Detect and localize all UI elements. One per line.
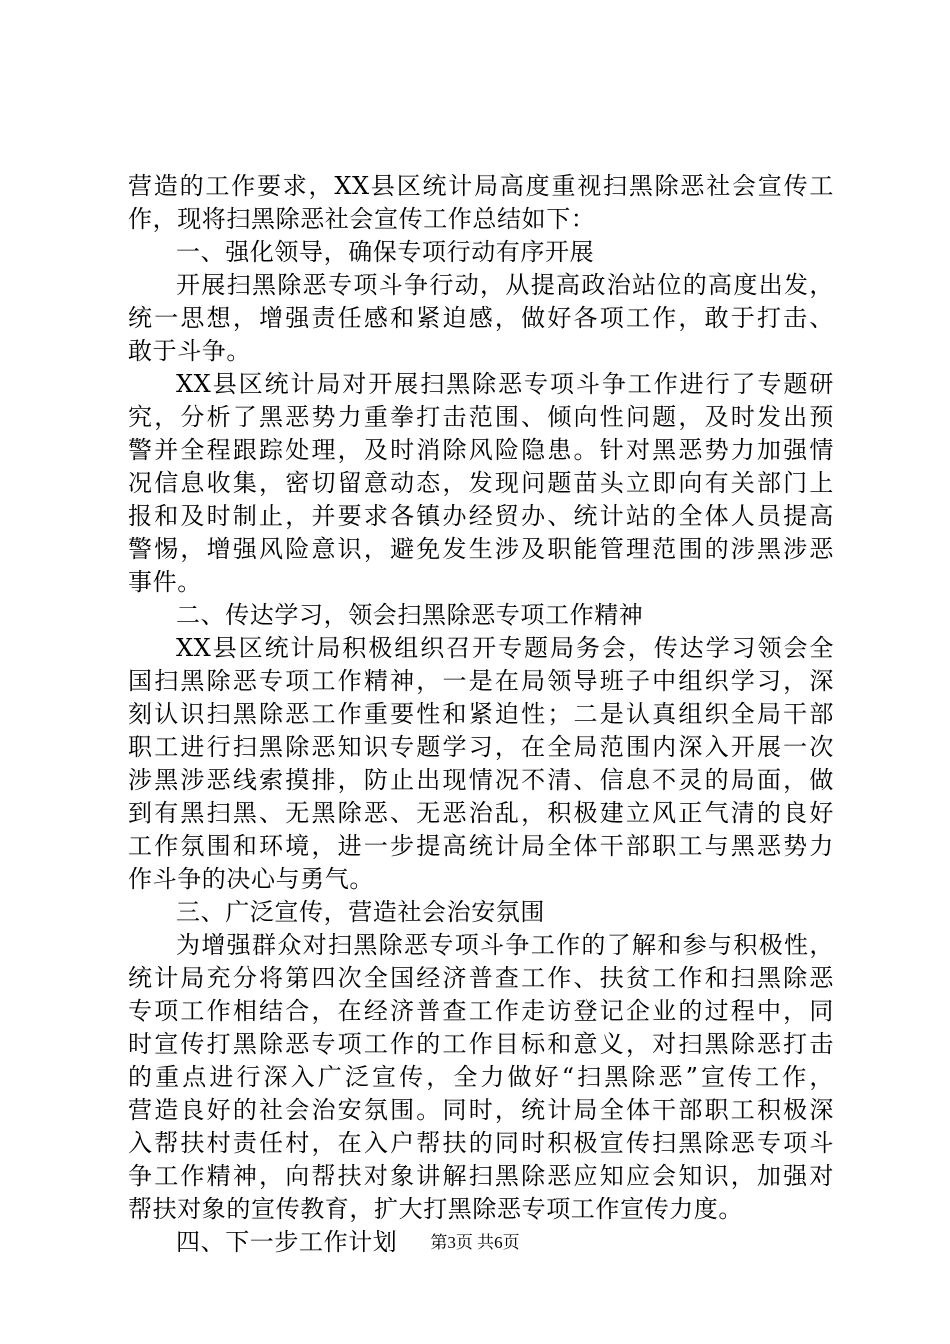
paragraph-line: 刻认识扫黑除恶工作重要性和紧迫性；二是认真组织全局干部 (128, 700, 834, 728)
paragraph-line: 专项工作相结合，在经济普查工作走访登记企业的过程中，同 (128, 997, 834, 1025)
document-body (128, 170, 834, 1259)
paragraph-line: 作，现将扫黑除恶社会宣传工作总结如下： (128, 205, 596, 233)
paragraph-line: 警并全程跟踪处理，及时消除风险隐患。针对黑恶势力加强情 (128, 436, 834, 464)
page-number-footer: 第3页 共6页 (430, 1233, 520, 1252)
paragraph-line: 开展扫黑除恶专项斗争行动，从提高政治站位的高度出发， (176, 271, 834, 299)
paragraph-line: 敢于斗争。 (128, 337, 251, 365)
paragraph-line: 的重点进行深入广泛宣传，全力做好“扫黑除恶”宣传工作， (128, 1063, 834, 1091)
paragraph-line: 工作氛围和环境，进一步提高统计局全体干部职工与黑恶势力 (128, 832, 834, 860)
paragraph-line: 为增强群众对扫黑除恶专项斗争工作的了解和参与积极性， (176, 931, 834, 959)
paragraph-line: 国扫黑除恶专项工作精神，一是在局领导班子中组织学习，深 (128, 667, 834, 695)
paragraph-line: 究，分析了黑恶势力重拳打击范围、倾向性问题，及时发出预 (128, 403, 834, 431)
paragraph-line: 二、传达学习，领会扫黑除恶专项工作精神 (176, 601, 644, 629)
paragraph-line: 到有黑扫黑、无黑除恶、无恶治乱，积极建立风正气清的良好 (128, 799, 834, 827)
paragraph-line: 营造良好的社会治安氛围。同时，统计局全体干部职工积极深 (128, 1096, 834, 1124)
paragraph-line: 涉黑涉恶线索摸排，防止出现情况不清、信息不灵的局面，做 (128, 766, 834, 794)
paragraph-line: 作斗争的决心与勇气。 (128, 865, 374, 893)
paragraph-line: XX县区统计局积极组织召开专题局务会，传达学习领会全 (176, 634, 834, 662)
paragraph-line: 争工作精神，向帮扶对象讲解扫黑除恶应知应会知识，加强对 (128, 1162, 834, 1190)
paragraph-line: 统一思想，增强责任感和紧迫感，做好各项工作，敢于打击、 (128, 304, 834, 332)
paragraph-line: 事件。 (128, 568, 202, 596)
paragraph-line: 报和及时制止，并要求各镇办经贸办、统计站的全体人员提高 (128, 502, 834, 530)
paragraph-line: 三、广泛宣传，营造社会治安氛围 (176, 898, 545, 926)
paragraph-line: 职工进行扫黑除恶知识专题学习，在全局范围内深入开展一次 (128, 733, 834, 761)
paragraph-line: XX县区统计局对开展扫黑除恶专项斗争工作进行了专题研 (176, 370, 834, 398)
paragraph-line: 四、下一步工作计划 (176, 1228, 398, 1256)
paragraph-line: 况信息收集，密切留意动态，发现问题苗头立即向有关部门上 (128, 469, 834, 497)
paragraph-line: 警惕，增强风险意识，避免发生涉及职能管理范围的涉黑涉恶 (128, 535, 834, 563)
paragraph-line: 营造的工作要求，XX县区统计局高度重视扫黑除恶社会宣传工 (128, 172, 834, 200)
paragraph-line: 时宣传打黑除恶专项工作的工作目标和意义，对扫黑除恶打击 (128, 1030, 834, 1058)
paragraph-line: 帮扶对象的宣传教育，扩大打黑除恶专项工作宣传力度。 (128, 1195, 743, 1223)
paragraph-line: 入帮扶村责任村，在入户帮扶的同时积极宣传扫黑除恶专项斗 (128, 1129, 834, 1157)
paragraph-line: 一、强化领导，确保专项行动有序开展 (176, 238, 595, 266)
paragraph-line: 统计局充分将第四次全国经济普查工作、扶贫工作和扫黑除恶 (128, 964, 834, 992)
